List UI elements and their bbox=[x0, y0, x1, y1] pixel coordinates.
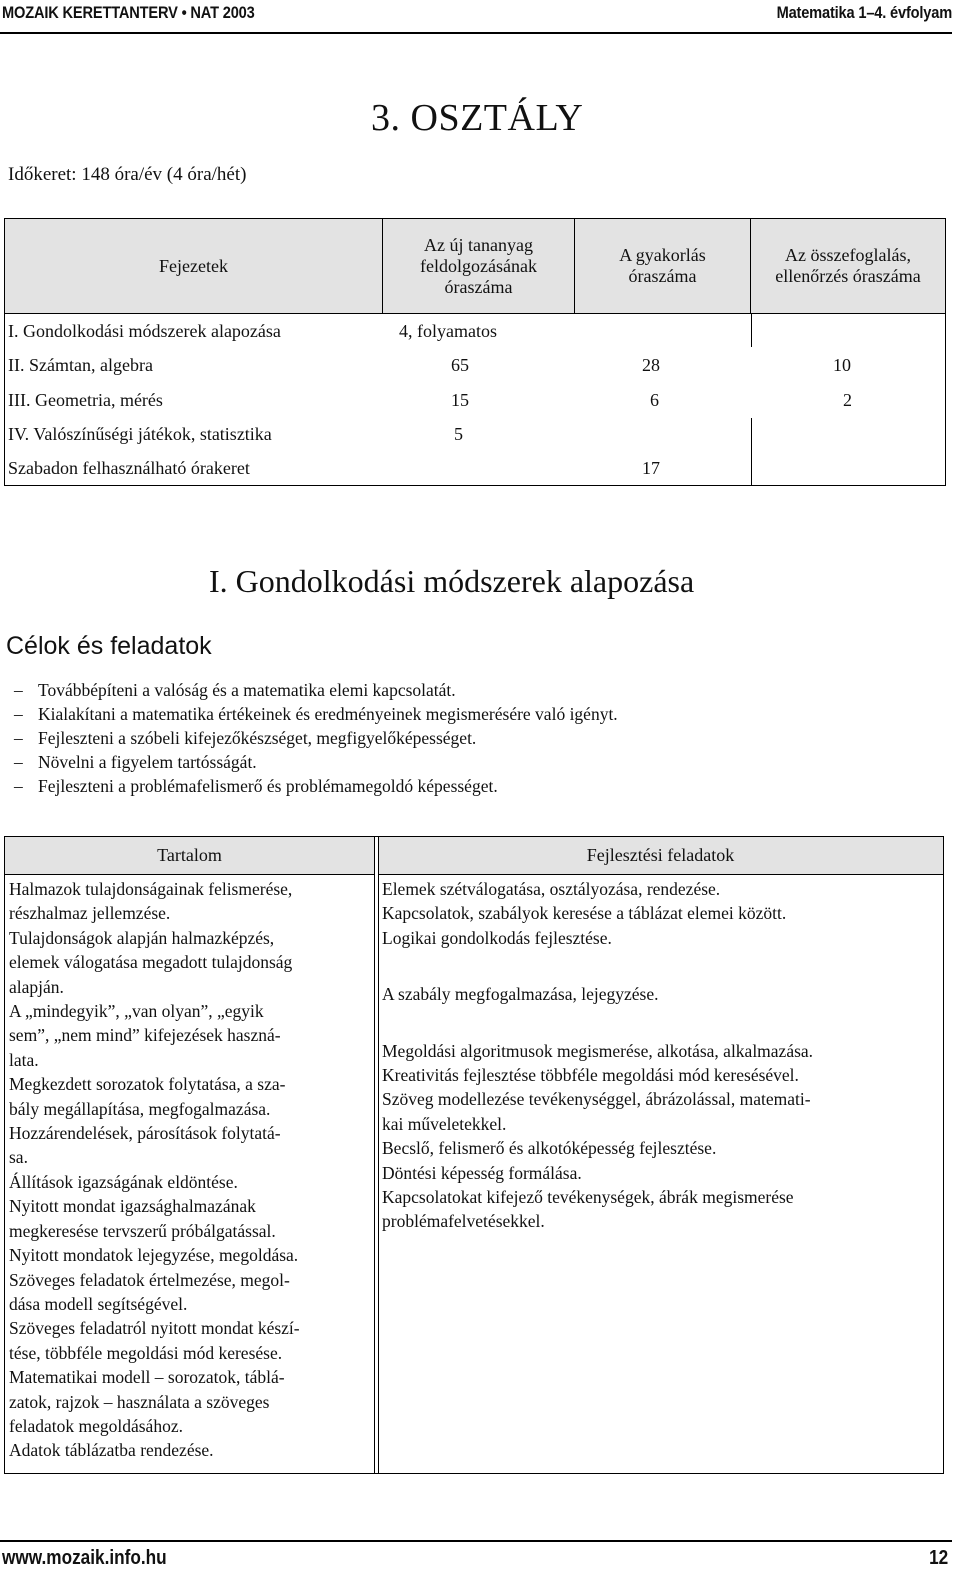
header-rule bbox=[0, 32, 952, 34]
footer-website: www.mozaik.info.hu bbox=[2, 1547, 167, 1569]
goal-item: – Fejleszteni a problémafelismerő és problémamegoldó képességet. bbox=[14, 774, 618, 798]
summary-review-hours: 2 bbox=[843, 390, 852, 410]
summary-header-chapters: Fejezetek bbox=[5, 219, 383, 313]
goal-item: – Kialakítani a matematika értékeinek és eredményeinek megismerésére való igényt. bbox=[14, 702, 618, 726]
development-line: Kapcsolatok, szabályok keresése a táblázat elemei között. bbox=[382, 903, 787, 924]
content-line: alapján. bbox=[9, 976, 64, 997]
summary-row-divider bbox=[751, 418, 752, 486]
content-line: Halmazok tulajdonságainak felismerése, bbox=[9, 879, 293, 899]
column-divider bbox=[378, 837, 379, 1473]
goals-heading: Célok és feladatok bbox=[6, 632, 212, 660]
summary-practice-hours: 28 bbox=[642, 355, 660, 375]
summary-chapter: IV. Valószínűségi játékok, statisztika bbox=[8, 424, 272, 444]
content-line: zatok, rajzok – használata a szöveges bbox=[9, 1391, 270, 1412]
section-title: I. Gondolkodási módszerek alapozása bbox=[209, 563, 695, 599]
content-line: feladatok megoldásához. bbox=[9, 1415, 183, 1436]
summary-chapter: III. Geometria, mérés bbox=[8, 390, 163, 410]
summary-row bbox=[5, 452, 945, 486]
content-line: tése, többféle megoldási mód keresése. bbox=[9, 1342, 283, 1363]
development-line: A szabály megfogalmazása, lejegyzése. bbox=[382, 984, 659, 1005]
content-line: Állítások igazságának eldöntése. bbox=[9, 1171, 238, 1192]
summary-practice-hours: 6 bbox=[650, 390, 659, 410]
development-line: Szöveg modellezése tevékenységgel, ábrázolással, matemati- bbox=[382, 1089, 811, 1110]
content-line: dása modell segítségével. bbox=[9, 1293, 188, 1314]
content-column bbox=[9, 877, 300, 1463]
summary-row bbox=[5, 349, 945, 383]
development-line: Megoldási algoritmusok megismerése, alkotása, alkalmazása. bbox=[382, 1040, 814, 1061]
content-line: lata. bbox=[9, 1049, 39, 1070]
goal-item: – Továbbépíteni a valóság és a matematika elemi kapcsolatát. bbox=[14, 678, 618, 702]
grade-title: 3. OSZTÁLY bbox=[371, 97, 584, 139]
development-line: Kapcsolatokat kifejező tevékenységek, ábrák megismerése bbox=[382, 1187, 794, 1208]
summary-review-hours: 10 bbox=[833, 355, 851, 375]
content-line: Szöveges feladatok értelmezése, megol- bbox=[9, 1269, 290, 1290]
content-line: megkeresése tervszerű próbálgatással. bbox=[9, 1220, 276, 1241]
page-number: 12 bbox=[928, 1547, 948, 1569]
content-development-table bbox=[4, 836, 944, 1474]
summary-chapter: II. Számtan, algebra bbox=[8, 355, 153, 375]
summary-row bbox=[5, 315, 945, 349]
content-line: elemek válogatása megadott tulajdonság bbox=[9, 952, 293, 973]
summary-chapter: Szabadon felhasználható órakeret bbox=[8, 458, 250, 478]
development-header: Fejlesztési feladatok bbox=[378, 837, 943, 875]
development-line: Elemek szétválogatása, osztályozása, rendezése. bbox=[382, 879, 721, 899]
summary-chapter: I. Gondolkodási módszerek alapozása bbox=[8, 321, 281, 341]
development-column bbox=[382, 877, 813, 1234]
content-line: Hozzárendelések, párosítások folytatá- bbox=[9, 1123, 281, 1144]
summary-row bbox=[5, 418, 945, 452]
development-line: Kreativitás fejlesztése többféle megoldási mód keresésével. bbox=[382, 1065, 799, 1086]
summary-new-hours: 5 bbox=[454, 424, 463, 444]
content-line: A „mindegyik”, „van olyan”, „egyik bbox=[9, 1001, 264, 1022]
content-line: Tulajdonságok alapján halmazképzés, bbox=[9, 927, 275, 948]
timeframe-text: Időkeret: 148 óra/év (4 óra/hét) bbox=[8, 164, 247, 185]
content-line: Nyitott mondatok lejegyzése, megoldása. bbox=[9, 1245, 299, 1266]
summary-header-review: Az összefoglalás, ellenőrzés óraszáma bbox=[751, 219, 945, 313]
summary-new-hours: 65 bbox=[451, 355, 469, 375]
block-spacer bbox=[382, 950, 813, 982]
development-line: Becslő, felismerő és alkotóképesség fejlesztése. bbox=[382, 1138, 717, 1159]
content-line: Adatok táblázatba rendezése. bbox=[9, 1440, 214, 1461]
content-line: Szöveges feladatról nyitott mondat készí- bbox=[9, 1318, 300, 1339]
block-spacer bbox=[382, 1007, 813, 1039]
hours-summary-table bbox=[4, 218, 946, 486]
development-line: Logikai gondolkodás fejlesztése. bbox=[382, 927, 612, 948]
content-line: sem”, „nem mind” kifejezések haszná- bbox=[9, 1025, 281, 1046]
development-line: kai műveletekkel. bbox=[382, 1113, 507, 1134]
summary-header-rule bbox=[5, 313, 945, 314]
goal-item: – Fejleszteni a szóbeli kifejezőkészséget, megfigyelőképességet. bbox=[14, 726, 618, 750]
goals-list bbox=[14, 678, 618, 798]
content-line: részhalmaz jellemzése. bbox=[9, 903, 171, 924]
summary-practice-hours: 17 bbox=[642, 458, 660, 478]
development-line: problémafelvetésekkel. bbox=[382, 1211, 545, 1232]
header-subject-title: Matematika 1–4. évfolyam bbox=[776, 3, 952, 22]
content-line: Nyitott mondat igazsághalmazának bbox=[9, 1196, 256, 1217]
summary-row-divider bbox=[751, 313, 752, 347]
goal-item: – Növelni a figyelem tartósságát. bbox=[14, 750, 618, 774]
development-line: Döntési képesség formálása. bbox=[382, 1162, 582, 1183]
summary-row bbox=[5, 384, 945, 418]
content-line: Megkezdett sorozatok folytatása, a sza- bbox=[9, 1074, 286, 1095]
summary-new-hours: 4, folyamatos bbox=[399, 321, 497, 341]
content-line: bály megállapítása, megfogalmazása. bbox=[9, 1098, 271, 1119]
summary-header-new-material: Az új tananyag feldolgozásának óraszáma bbox=[383, 219, 575, 313]
footer-rule bbox=[0, 1540, 952, 1542]
summary-new-hours: 15 bbox=[451, 390, 469, 410]
content-header: Tartalom bbox=[5, 837, 374, 875]
content-line: sa. bbox=[9, 1147, 28, 1168]
content-line: Matematikai modell – sorozatok, táblá- bbox=[9, 1367, 285, 1388]
header-series-title: MOZAIK KERETTANTERV • NAT 2003 bbox=[2, 3, 255, 22]
column-divider bbox=[374, 837, 375, 1473]
summary-header-practice: A gyakorlás óraszáma bbox=[575, 219, 751, 313]
